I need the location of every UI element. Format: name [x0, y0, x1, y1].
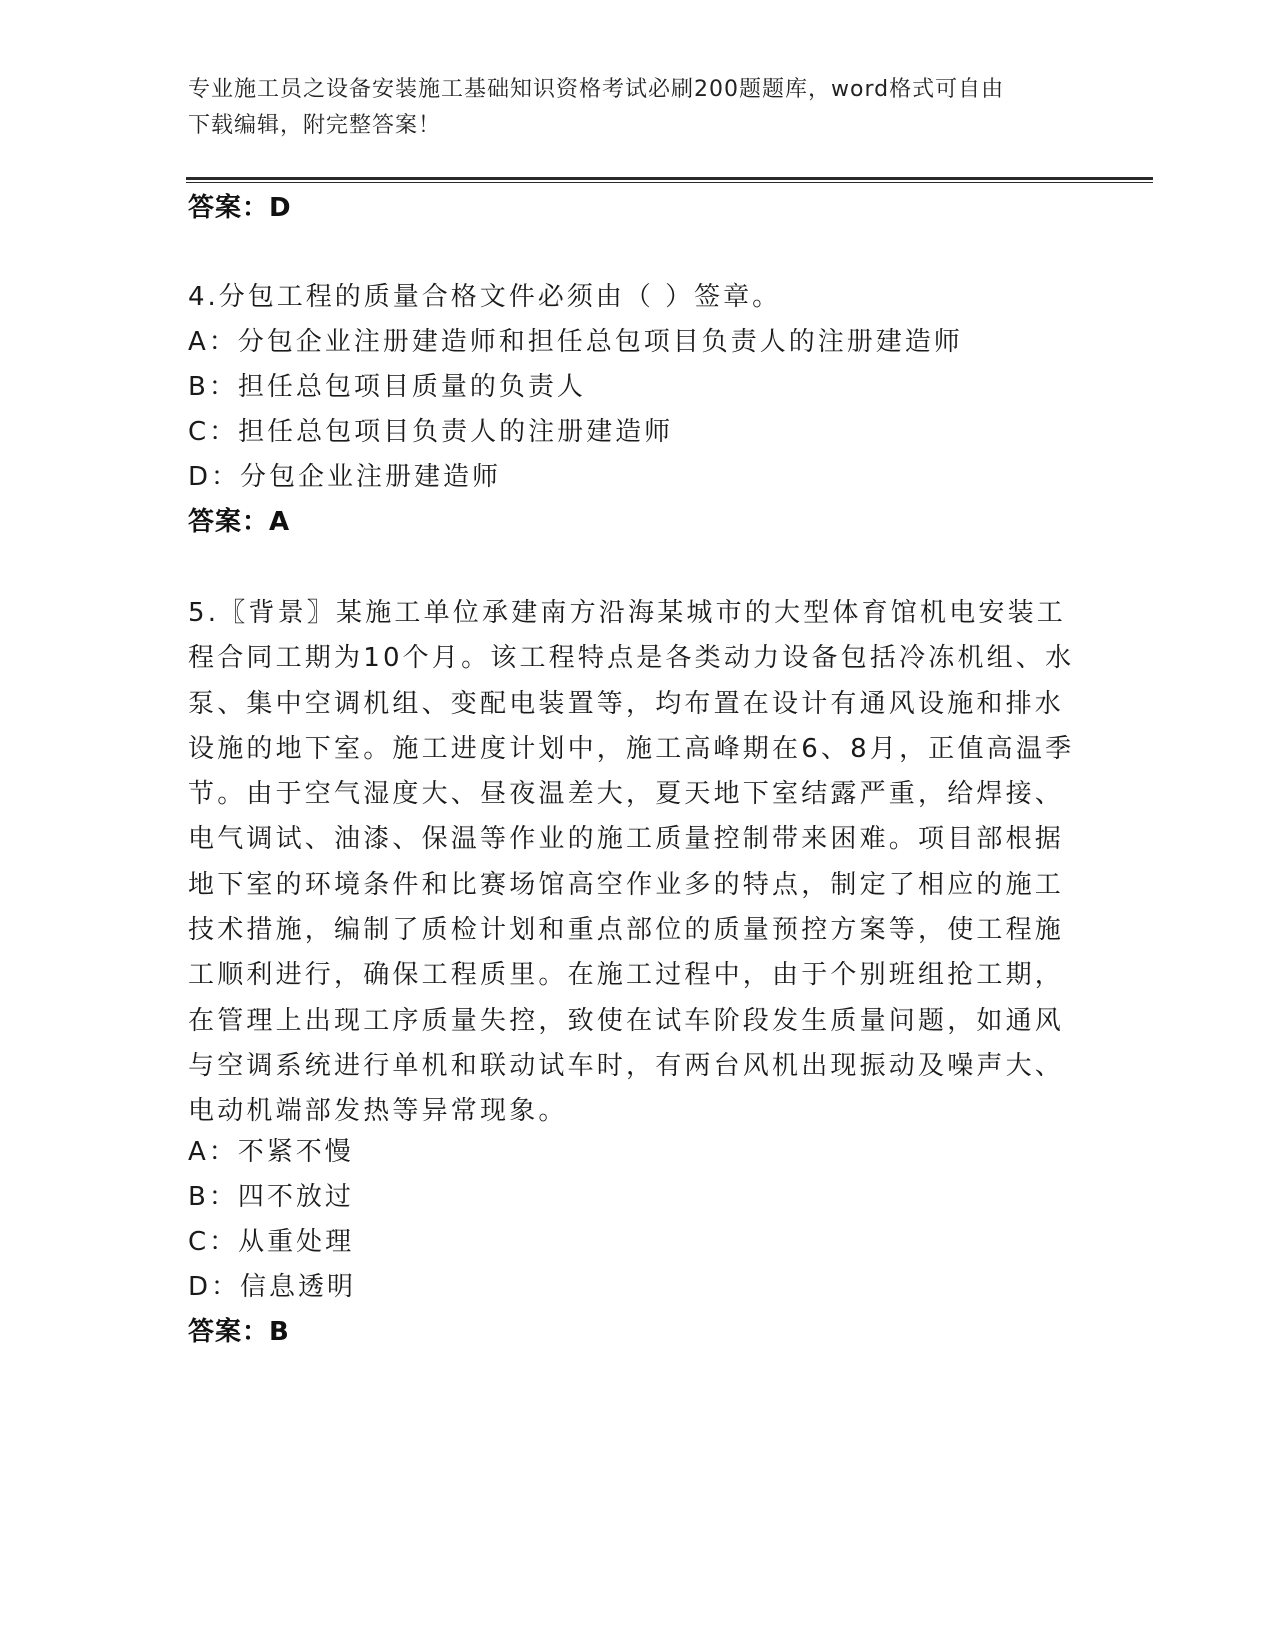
question-4-option-b: B：担任总包项目质量的负责人 [188, 372, 586, 402]
question-5-stem-line: 5.〖背景〗某施工单位承建南方沿海某城市的大型体育馆机电安装工 [188, 598, 1067, 628]
header-divider-thick [186, 177, 1153, 180]
header-line-1: 专业施工员之设备安装施工基础知识资格考试必刷200题题库，word格式可自由 [188, 77, 1005, 102]
document-header [188, 72, 1088, 144]
question-4-option-d: D：分包企业注册建造师 [188, 462, 502, 492]
header-line-2: 下载编辑，附完整答案！ [188, 113, 442, 138]
question-5-stem-line: 泵、集中空调机组、变配电装置等，均布置在设计有通风设施和排水 [188, 688, 1065, 719]
question-4-option-a: A：分包企业注册建造师和担任总包项目负责人的注册建造师 [188, 327, 963, 357]
question-5-stem-line: 工顺利进行，确保工程质里。在施工过程中，由于个别班组抢工期， [188, 960, 1065, 991]
question-5-stem-line: 节。由于空气湿度大、昼夜温差大，夏天地下室结露严重，给焊接、 [188, 779, 1065, 810]
question-5-stem-line: 在管理上出现工序质量失控，致使在试车阶段发生质量问题，如通风 [188, 1005, 1065, 1036]
question-5-stem-line: 电气调试、油漆、保温等作业的施工质量控制带来困难。项目部根据 [188, 824, 1065, 855]
question-5-stem-line: 程合同工期为10个月。该工程特点是各类动力设备包括冷冻机组、水 [188, 643, 1075, 674]
question-5-option-b: B：四不放过 [188, 1182, 354, 1212]
question-4-option-c: C：担任总包项目负责人的注册建造师 [188, 417, 674, 447]
question-5-stem-line: 地下室的环境条件和比赛场馆高空作业多的特点，制定了相应的施工 [188, 869, 1065, 900]
question-5-stem [188, 591, 1078, 1135]
previous-answer: 答案：D [188, 193, 292, 223]
question-5-option-c: C：从重处理 [188, 1227, 355, 1257]
question-4-stem: 4.分包工程的质量合格文件必须由（ ）签章。 [188, 282, 782, 312]
question-5-stem-line: 电动机端部发热等异常现象。 [188, 1096, 568, 1127]
question-5-option-a: A：不紧不慢 [188, 1137, 354, 1167]
question-5-stem-line: 设施的地下室。施工进度计划中，施工高峰期在6、8月，正值高温季 [188, 733, 1075, 764]
question-5-option-d: D：信息透明 [188, 1272, 357, 1302]
question-5-stem-line: 技术措施，编制了质检计划和重点部位的质量预控方案等，使工程施 [188, 915, 1065, 946]
header-divider-thin [186, 182, 1153, 183]
question-5-stem-line: 与空调系统进行单机和联动试车时，有两台风机出现振动及噪声大、 [188, 1050, 1065, 1081]
question-4-answer: 答案：A [188, 507, 291, 537]
question-5-answer: 答案：B [188, 1317, 290, 1347]
